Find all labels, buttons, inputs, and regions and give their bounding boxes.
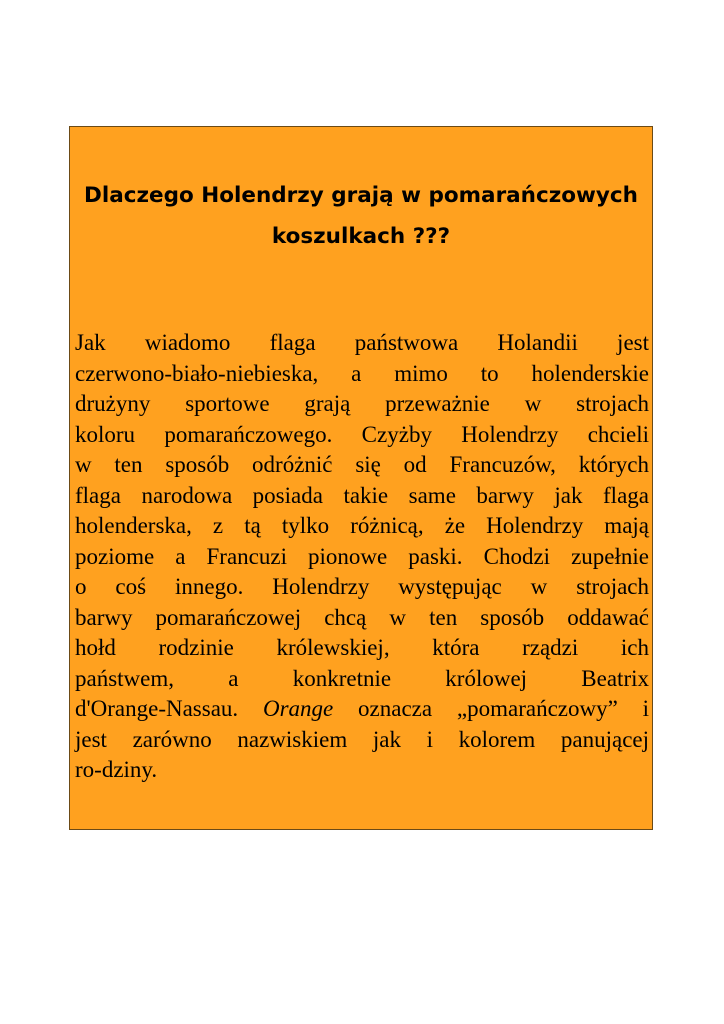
paragraph-line [75, 450, 649, 481]
paragraph-line [75, 755, 649, 786]
paragraph-line-text: czerwono-biało-niebieska, a mimo to holenderskie [75, 360, 649, 386]
paragraph-line-text: Jak wiadomo flaga państwowa Holandii jest [75, 330, 649, 355]
paragraph-line-text: poziome a Francuzi pionowe paski. Chodzi zupełnie [75, 543, 649, 569]
paragraph-line-text: barwy pomarańczowej chcą w ten sposób oddawać [75, 604, 649, 630]
paragraph-line-text: ro-dziny. [75, 757, 158, 782]
paragraph-line [75, 664, 649, 695]
title-line-1: Dlaczego Holendrzy grają w pomarańczowych [84, 183, 638, 208]
paragraph-line [75, 481, 649, 512]
paragraph-line-text: koloru pomarańczowego. Czyżby Holendrzy chcieli [75, 421, 649, 447]
text-segment: d'Orange-Nassau. [75, 696, 263, 721]
italic-word-orange: Orange [262, 696, 334, 721]
paragraph-line-text: flaga narodowa posiada takie same barwy jak flaga [75, 482, 649, 508]
paragraph-line [75, 572, 649, 603]
paragraph-line-text: o coś innego. Holendrzy występując w strojach [75, 574, 649, 599]
paragraph-line [75, 603, 649, 634]
paragraph-line-text: w ten sposób odróżnić się od Francuzów, których [75, 452, 649, 477]
text-segment: oznacza „pomarańczowy” i [333, 696, 649, 721]
paragraph-line-text [75, 696, 649, 721]
paragraph-line-text: drużyny sportowe grają przeważnie w strojach [75, 391, 649, 416]
paragraph-line [75, 328, 649, 359]
paragraph-line-text: hołd rodzinie królewskiej, która rządzi ich [75, 635, 649, 660]
paragraph-line [75, 420, 649, 451]
orange-text-box [69, 126, 653, 830]
paragraph-line-text: holenderska, z tą tylko różnicą, że Holendrzy mają [75, 513, 649, 538]
paragraph-line [75, 542, 649, 573]
paragraph-line [75, 633, 649, 664]
paragraph-line [75, 389, 649, 420]
body-paragraph [75, 328, 649, 786]
title-line-2: koszulkach ??? [271, 224, 451, 249]
document-title [70, 175, 652, 257]
paragraph-line [75, 359, 649, 390]
paragraph-line [75, 725, 649, 756]
paragraph-line [75, 511, 649, 542]
paragraph-line-text: jest zarówno nazwiskiem jak i kolorem panującej [75, 726, 649, 752]
paragraph-line-text: państwem, a konkretnie królowej Beatrix [75, 665, 649, 691]
paragraph-line [75, 694, 649, 725]
